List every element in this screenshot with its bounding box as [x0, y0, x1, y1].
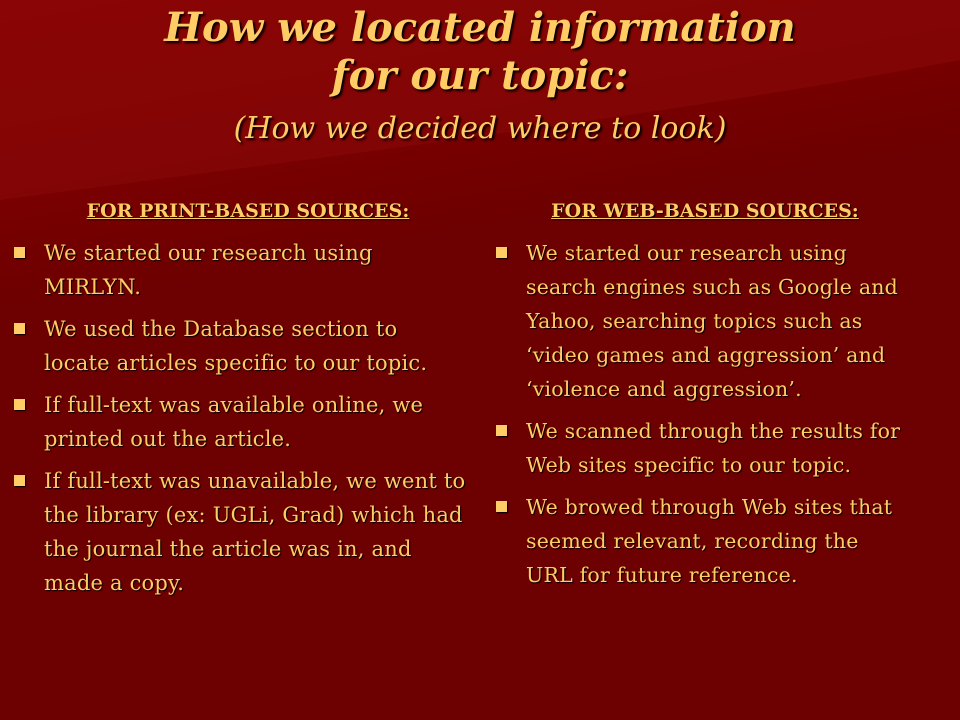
list-item: [8, 312, 468, 380]
slide-subtitle: (How we decided where to look): [233, 111, 727, 146]
list-item-text: We browed through Web sites that seemed relevant, recording the URL for future reference.: [526, 495, 893, 587]
list-item: [8, 388, 468, 456]
square-bullet-icon: [14, 399, 25, 410]
list-item: [490, 236, 910, 406]
list-item: [490, 414, 910, 482]
web-sources-heading: FOR WEB-BASED SOURCES:: [551, 200, 859, 222]
print-sources-heading: FOR PRINT-BASED SOURCES:: [86, 200, 410, 222]
list-item-text: We scanned through the results for Web sites specific to our topic.: [526, 419, 901, 477]
list-item-text: If full-text was available online, we printed out the article.: [44, 393, 424, 451]
square-bullet-icon: [496, 247, 507, 258]
web-sources-column: [490, 200, 910, 600]
list-item: [8, 236, 468, 304]
slide-title: [0, 4, 960, 152]
print-sources-column: [8, 200, 468, 608]
list-item-text: We started our research using search engines such as Google and Yahoo, searching topics such as ‘video games and aggression’ and ‘violence and aggression’.: [526, 241, 898, 401]
list-item-text: We started our research using MIRLYN.: [44, 241, 373, 299]
print-sources-list: [8, 236, 468, 600]
list-item: [8, 464, 468, 600]
square-bullet-icon: [496, 425, 507, 436]
list-item-text: If full-text was unavailable, we went to the library (ex: UGLi, Grad) which had the journal the article was in, and made a copy.: [44, 469, 466, 595]
list-item: [490, 490, 910, 592]
title-line-2: for our topic:: [331, 52, 629, 99]
web-sources-list: [490, 236, 910, 592]
square-bullet-icon: [14, 323, 25, 334]
square-bullet-icon: [496, 501, 507, 512]
title-line-1: How we located information: [164, 4, 796, 51]
square-bullet-icon: [14, 475, 25, 486]
list-item-text: We used the Database section to locate articles specific to our topic.: [44, 317, 428, 375]
square-bullet-icon: [14, 247, 25, 258]
